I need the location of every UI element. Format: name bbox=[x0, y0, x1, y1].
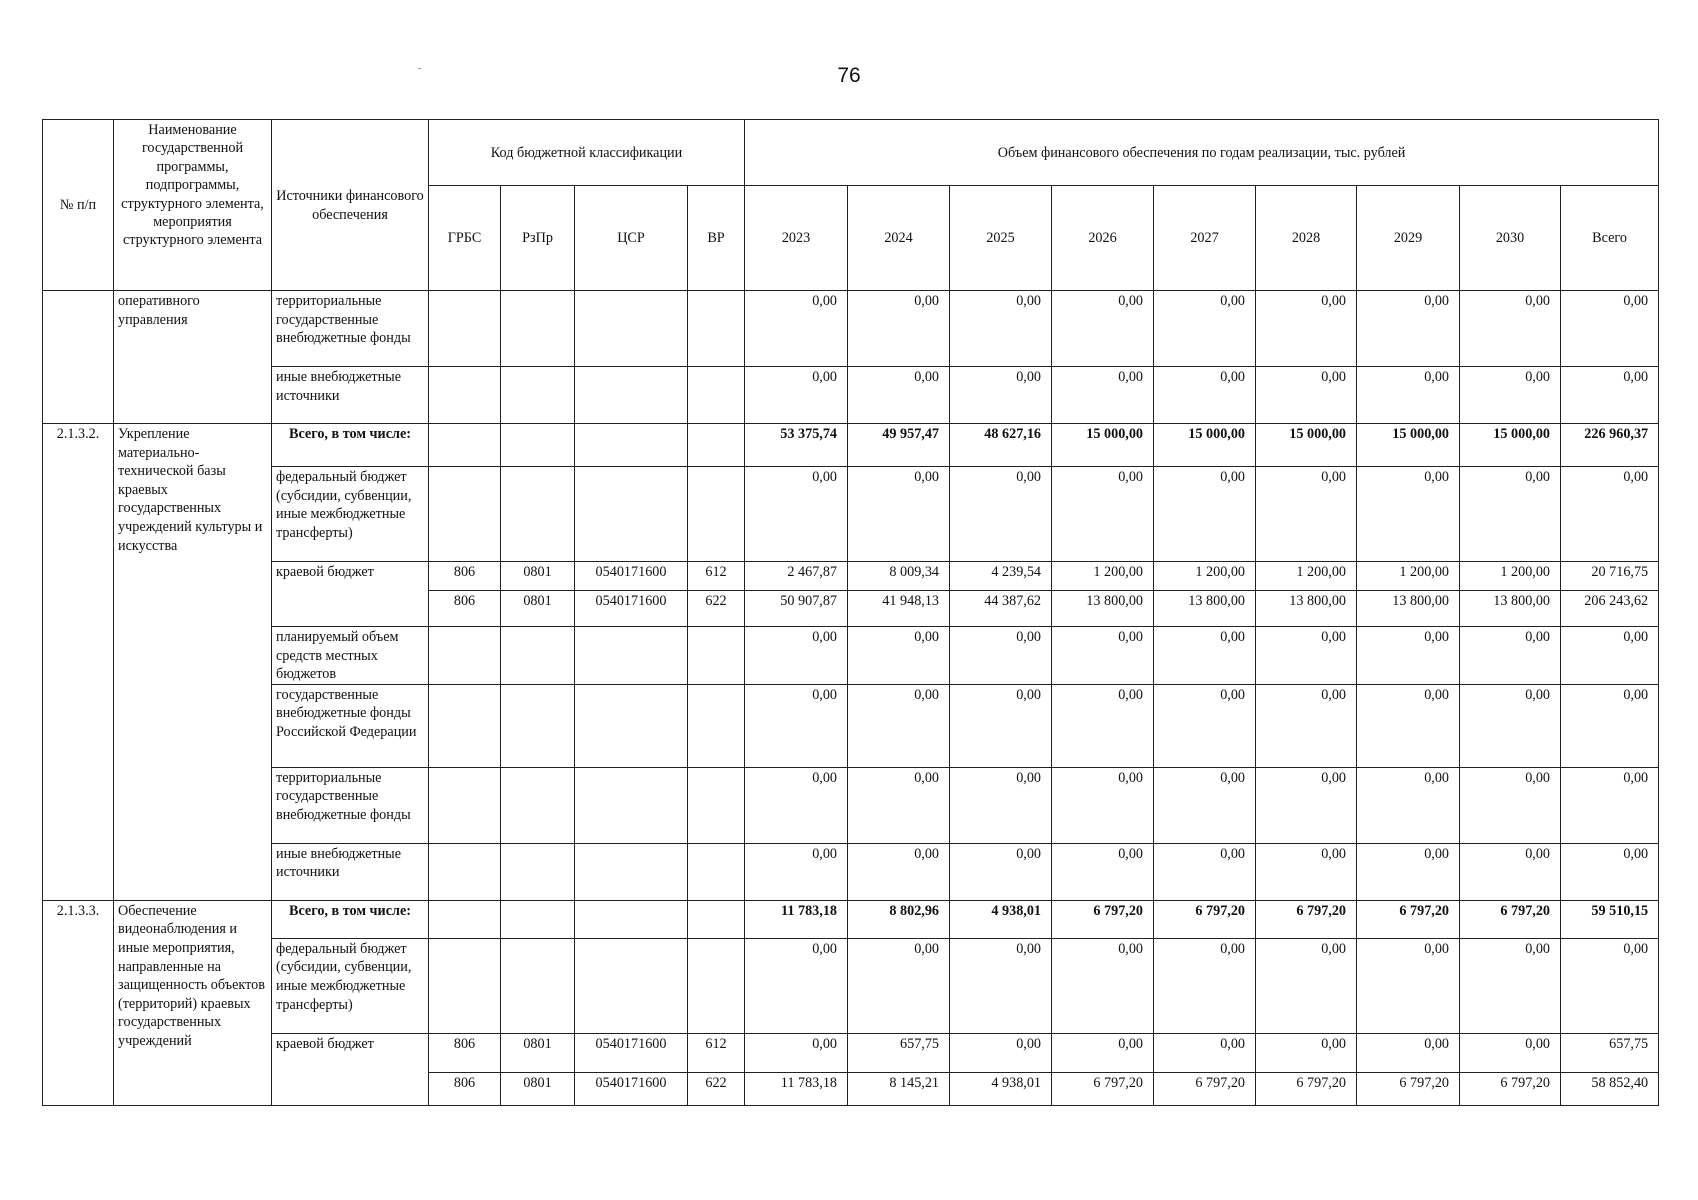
cell-value: 0,00 bbox=[745, 1033, 848, 1072]
cell-value: 0,00 bbox=[1154, 938, 1256, 1033]
cell-value: 0,00 bbox=[1052, 684, 1154, 767]
row-source: иные внебюджетные источники bbox=[272, 843, 429, 900]
cell-value: 0,00 bbox=[1052, 367, 1154, 424]
table-row bbox=[43, 684, 1659, 767]
cell-value: 2 467,87 bbox=[745, 562, 848, 591]
header-year: 2024 bbox=[848, 186, 950, 291]
cell-grbs bbox=[429, 900, 501, 938]
header-year: 2023 bbox=[745, 186, 848, 291]
cell-rzpr: 0801 bbox=[501, 1033, 575, 1072]
cell-value: 0,00 bbox=[950, 627, 1052, 685]
row-name: Обеспечение видеонаблюдения и иные мероприятия, направленные на защищенность объектов (территорий) краевых государственных учреждений bbox=[114, 900, 272, 1105]
header-code-group: Код бюджетной классификации bbox=[429, 120, 745, 186]
cell-value: 0,00 bbox=[1154, 291, 1256, 367]
cell-csr bbox=[575, 843, 688, 900]
cell-grbs bbox=[429, 767, 501, 843]
cell-value: 0,00 bbox=[1561, 467, 1659, 562]
cell-value: 0,00 bbox=[1357, 843, 1460, 900]
cell-value: 0,00 bbox=[1256, 627, 1357, 685]
cell-value: 0,00 bbox=[1052, 627, 1154, 685]
cell-value: 0,00 bbox=[1052, 467, 1154, 562]
cell-vr bbox=[688, 467, 745, 562]
cell-value: 0,00 bbox=[1460, 467, 1561, 562]
cell-value: 0,00 bbox=[848, 843, 950, 900]
cell-value: 0,00 bbox=[1460, 938, 1561, 1033]
cell-csr bbox=[575, 467, 688, 562]
row-source: федеральный бюджет (субсидии, субвенции, иные межбюджетные трансферты) bbox=[272, 938, 429, 1033]
cell-rzpr: 0801 bbox=[501, 562, 575, 591]
cell-value: 6 797,20 bbox=[1357, 900, 1460, 938]
cell-value: 0,00 bbox=[1154, 843, 1256, 900]
table-row bbox=[43, 562, 1659, 591]
cell-value: 6 797,20 bbox=[1052, 1072, 1154, 1105]
cell-value: 0,00 bbox=[745, 627, 848, 685]
cell-rzpr bbox=[501, 900, 575, 938]
cell-csr bbox=[575, 684, 688, 767]
cell-vr bbox=[688, 424, 745, 467]
cell-value: 0,00 bbox=[950, 367, 1052, 424]
scan-speck bbox=[418, 68, 421, 69]
cell-csr bbox=[575, 627, 688, 685]
cell-vr: 622 bbox=[688, 591, 745, 627]
cell-vr bbox=[688, 684, 745, 767]
cell-value: 0,00 bbox=[1052, 843, 1154, 900]
cell-rzpr bbox=[501, 684, 575, 767]
cell-vr: 622 bbox=[688, 1072, 745, 1105]
cell-value: 0,00 bbox=[950, 291, 1052, 367]
cell-value: 6 797,20 bbox=[1460, 900, 1561, 938]
header-year: 2030 bbox=[1460, 186, 1561, 291]
cell-value: 0,00 bbox=[745, 367, 848, 424]
cell-vr: 612 bbox=[688, 1033, 745, 1072]
cell-value: 0,00 bbox=[745, 767, 848, 843]
cell-grbs: 806 bbox=[429, 1072, 501, 1105]
header-year: 2029 bbox=[1357, 186, 1460, 291]
table-row bbox=[43, 843, 1659, 900]
cell-rzpr bbox=[501, 843, 575, 900]
cell-csr bbox=[575, 367, 688, 424]
cell-value: 0,00 bbox=[848, 938, 950, 1033]
cell-value: 0,00 bbox=[950, 684, 1052, 767]
cell-value: 0,00 bbox=[1460, 843, 1561, 900]
cell-value: 1 200,00 bbox=[1256, 562, 1357, 591]
cell-value: 4 938,01 bbox=[950, 900, 1052, 938]
cell-value: 0,00 bbox=[1256, 767, 1357, 843]
cell-vr bbox=[688, 843, 745, 900]
cell-grbs bbox=[429, 627, 501, 685]
header-vr: ВР bbox=[688, 186, 745, 291]
cell-value: 0,00 bbox=[848, 627, 950, 685]
cell-grbs bbox=[429, 467, 501, 562]
cell-value: 15 000,00 bbox=[1460, 424, 1561, 467]
cell-value: 48 627,16 bbox=[950, 424, 1052, 467]
table-row bbox=[43, 367, 1659, 424]
cell-value: 0,00 bbox=[1357, 627, 1460, 685]
header-num: № п/п bbox=[43, 120, 114, 291]
cell-value: 0,00 bbox=[1460, 367, 1561, 424]
cell-csr: 0540171600 bbox=[575, 562, 688, 591]
cell-value: 0,00 bbox=[950, 767, 1052, 843]
cell-value: 657,75 bbox=[1561, 1033, 1659, 1072]
row-source: федеральный бюджет (субсидии, субвенции, иные межбюджетные трансферты) bbox=[272, 467, 429, 562]
cell-csr: 0540171600 bbox=[575, 1072, 688, 1105]
header-year: 2025 bbox=[950, 186, 1052, 291]
cell-value: 8 145,21 bbox=[848, 1072, 950, 1105]
cell-value: 20 716,75 bbox=[1561, 562, 1659, 591]
cell-value: 0,00 bbox=[848, 684, 950, 767]
cell-value: 0,00 bbox=[1460, 627, 1561, 685]
cell-value: 6 797,20 bbox=[1256, 900, 1357, 938]
cell-value: 0,00 bbox=[1256, 1033, 1357, 1072]
cell-value: 8 802,96 bbox=[848, 900, 950, 938]
cell-rzpr bbox=[501, 938, 575, 1033]
cell-csr bbox=[575, 900, 688, 938]
table-row bbox=[43, 767, 1659, 843]
cell-vr bbox=[688, 938, 745, 1033]
cell-value: 0,00 bbox=[1460, 291, 1561, 367]
table-row bbox=[43, 938, 1659, 1033]
cell-value: 0,00 bbox=[745, 291, 848, 367]
cell-rzpr bbox=[501, 767, 575, 843]
cell-value: 0,00 bbox=[1154, 684, 1256, 767]
cell-value: 0,00 bbox=[1357, 938, 1460, 1033]
cell-value: 0,00 bbox=[1256, 843, 1357, 900]
cell-grbs bbox=[429, 684, 501, 767]
header-grbs: ГРБС bbox=[429, 186, 501, 291]
cell-value: 53 375,74 bbox=[745, 424, 848, 467]
cell-value: 0,00 bbox=[1154, 367, 1256, 424]
header-year: 2028 bbox=[1256, 186, 1357, 291]
cell-value: 11 783,18 bbox=[745, 900, 848, 938]
cell-value: 0,00 bbox=[848, 367, 950, 424]
cell-value: 0,00 bbox=[745, 684, 848, 767]
cell-value: 8 009,34 bbox=[848, 562, 950, 591]
cell-value: 6 797,20 bbox=[1256, 1072, 1357, 1105]
cell-csr: 0540171600 bbox=[575, 591, 688, 627]
cell-value: 0,00 bbox=[848, 467, 950, 562]
row-source: государственные внебюджетные фонды Российской Федерации bbox=[272, 684, 429, 767]
header-name: Наименование государственной программы, подпрограммы, структурного элемента, мероприятия структурного элемента bbox=[114, 120, 272, 291]
cell-csr bbox=[575, 291, 688, 367]
cell-value: 0,00 bbox=[1357, 684, 1460, 767]
cell-value: 0,00 bbox=[1357, 767, 1460, 843]
cell-value: 0,00 bbox=[1561, 627, 1659, 685]
cell-value: 0,00 bbox=[1561, 367, 1659, 424]
cell-grbs bbox=[429, 367, 501, 424]
row-source: планируемый объем средств местных бюджетов bbox=[272, 627, 429, 685]
cell-value: 0,00 bbox=[1154, 467, 1256, 562]
row-source: краевой бюджет bbox=[272, 562, 429, 627]
cell-value: 0,00 bbox=[848, 767, 950, 843]
cell-value: 0,00 bbox=[745, 938, 848, 1033]
header-total: Всего bbox=[1561, 186, 1659, 291]
cell-rzpr bbox=[501, 627, 575, 685]
cell-csr: 0540171600 bbox=[575, 1033, 688, 1072]
cell-rzpr bbox=[501, 291, 575, 367]
cell-value: 0,00 bbox=[1256, 467, 1357, 562]
cell-value: 1 200,00 bbox=[1052, 562, 1154, 591]
row-num: 2.1.3.2. bbox=[43, 424, 114, 901]
cell-value: 41 948,13 bbox=[848, 591, 950, 627]
cell-value: 0,00 bbox=[1052, 938, 1154, 1033]
cell-value: 226 960,37 bbox=[1561, 424, 1659, 467]
cell-value: 0,00 bbox=[1052, 1033, 1154, 1072]
cell-grbs bbox=[429, 291, 501, 367]
cell-value: 206 243,62 bbox=[1561, 591, 1659, 627]
cell-vr bbox=[688, 367, 745, 424]
cell-value: 0,00 bbox=[1561, 938, 1659, 1033]
cell-value: 0,00 bbox=[1357, 467, 1460, 562]
cell-value: 6 797,20 bbox=[1052, 900, 1154, 938]
row-source: иные внебюджетные источники bbox=[272, 367, 429, 424]
cell-value: 0,00 bbox=[1460, 684, 1561, 767]
row-source-total: Всего, в том числе: bbox=[272, 900, 429, 938]
cell-value: 0,00 bbox=[1561, 684, 1659, 767]
cell-value: 59 510,15 bbox=[1561, 900, 1659, 938]
header-rzpr: РзПр bbox=[501, 186, 575, 291]
cell-grbs: 806 bbox=[429, 591, 501, 627]
cell-rzpr: 0801 bbox=[501, 591, 575, 627]
cell-value: 1 200,00 bbox=[1460, 562, 1561, 591]
cell-value: 0,00 bbox=[745, 843, 848, 900]
cell-grbs bbox=[429, 424, 501, 467]
cell-value: 0,00 bbox=[1357, 1033, 1460, 1072]
cell-value: 0,00 bbox=[950, 938, 1052, 1033]
cell-value: 1 200,00 bbox=[1154, 562, 1256, 591]
cell-vr bbox=[688, 900, 745, 938]
cell-value: 6 797,20 bbox=[1357, 1072, 1460, 1105]
cell-value: 0,00 bbox=[1460, 767, 1561, 843]
row-source-total: Всего, в том числе: bbox=[272, 424, 429, 467]
cell-vr bbox=[688, 291, 745, 367]
cell-value: 657,75 bbox=[848, 1033, 950, 1072]
cell-value: 13 800,00 bbox=[1357, 591, 1460, 627]
cell-value: 0,00 bbox=[950, 843, 1052, 900]
header-volume-group: Объем финансового обеспечения по годам реализации, тыс. рублей bbox=[745, 120, 1659, 186]
cell-value: 0,00 bbox=[1561, 291, 1659, 367]
row-name: Укрепление материально-технической базы краевых государственных учреждений культуры и искусства bbox=[114, 424, 272, 901]
cell-value: 50 907,87 bbox=[745, 591, 848, 627]
cell-value: 15 000,00 bbox=[1357, 424, 1460, 467]
cell-value: 0,00 bbox=[1357, 291, 1460, 367]
cell-value: 0,00 bbox=[1256, 291, 1357, 367]
header-source: Источники финансового обеспечения bbox=[272, 120, 429, 291]
cell-value: 0,00 bbox=[1357, 367, 1460, 424]
row-source: территориальные государственные внебюджетные фонды bbox=[272, 767, 429, 843]
cell-value: 13 800,00 bbox=[1154, 591, 1256, 627]
cell-grbs: 806 bbox=[429, 1033, 501, 1072]
cell-value: 58 852,40 bbox=[1561, 1072, 1659, 1105]
cell-csr bbox=[575, 938, 688, 1033]
header-year: 2027 bbox=[1154, 186, 1256, 291]
row-source: территориальные государственные внебюджетные фонды bbox=[272, 291, 429, 367]
cell-value: 49 957,47 bbox=[848, 424, 950, 467]
table-row-total bbox=[43, 424, 1659, 467]
cell-value: 0,00 bbox=[745, 467, 848, 562]
cell-value: 0,00 bbox=[1052, 291, 1154, 367]
cell-rzpr bbox=[501, 467, 575, 562]
cell-value: 15 000,00 bbox=[1052, 424, 1154, 467]
row-num: 2.1.3.3. bbox=[43, 900, 114, 1105]
row-name: оперативного управления bbox=[114, 291, 272, 424]
cell-value: 6 797,20 bbox=[1460, 1072, 1561, 1105]
table-row bbox=[43, 1033, 1659, 1072]
cell-vr bbox=[688, 767, 745, 843]
cell-value: 13 800,00 bbox=[1052, 591, 1154, 627]
row-num bbox=[43, 291, 114, 424]
cell-value: 0,00 bbox=[1154, 1033, 1256, 1072]
cell-vr: 612 bbox=[688, 562, 745, 591]
cell-value: 0,00 bbox=[1460, 1033, 1561, 1072]
cell-rzpr bbox=[501, 367, 575, 424]
row-source: краевой бюджет bbox=[272, 1033, 429, 1105]
page-number: 76 bbox=[837, 64, 861, 87]
cell-grbs bbox=[429, 938, 501, 1033]
cell-value: 0,00 bbox=[1154, 767, 1256, 843]
table-row bbox=[43, 627, 1659, 685]
header-year: 2026 bbox=[1052, 186, 1154, 291]
cell-vr bbox=[688, 627, 745, 685]
header-row-1 bbox=[43, 120, 1659, 186]
cell-value: 0,00 bbox=[1154, 627, 1256, 685]
cell-value: 44 387,62 bbox=[950, 591, 1052, 627]
cell-value: 0,00 bbox=[1256, 367, 1357, 424]
cell-csr bbox=[575, 767, 688, 843]
cell-value: 0,00 bbox=[1561, 843, 1659, 900]
cell-rzpr bbox=[501, 424, 575, 467]
cell-grbs bbox=[429, 843, 501, 900]
cell-grbs: 806 bbox=[429, 562, 501, 591]
cell-value: 6 797,20 bbox=[1154, 900, 1256, 938]
table-row bbox=[43, 467, 1659, 562]
table-row-total bbox=[43, 900, 1659, 938]
cell-value: 15 000,00 bbox=[1256, 424, 1357, 467]
cell-value: 13 800,00 bbox=[1460, 591, 1561, 627]
cell-value: 4 938,01 bbox=[950, 1072, 1052, 1105]
financing-table bbox=[42, 119, 1659, 1106]
cell-value: 15 000,00 bbox=[1154, 424, 1256, 467]
header-csr: ЦСР bbox=[575, 186, 688, 291]
cell-value: 1 200,00 bbox=[1357, 562, 1460, 591]
cell-value: 0,00 bbox=[950, 467, 1052, 562]
table-row bbox=[43, 291, 1659, 367]
cell-value: 0,00 bbox=[950, 1033, 1052, 1072]
cell-value: 11 783,18 bbox=[745, 1072, 848, 1105]
cell-value: 0,00 bbox=[1256, 938, 1357, 1033]
cell-value: 0,00 bbox=[1052, 767, 1154, 843]
cell-value: 0,00 bbox=[848, 291, 950, 367]
cell-value: 0,00 bbox=[1256, 684, 1357, 767]
cell-csr bbox=[575, 424, 688, 467]
cell-rzpr: 0801 bbox=[501, 1072, 575, 1105]
cell-value: 4 239,54 bbox=[950, 562, 1052, 591]
cell-value: 0,00 bbox=[1561, 767, 1659, 843]
cell-value: 6 797,20 bbox=[1154, 1072, 1256, 1105]
cell-value: 13 800,00 bbox=[1256, 591, 1357, 627]
